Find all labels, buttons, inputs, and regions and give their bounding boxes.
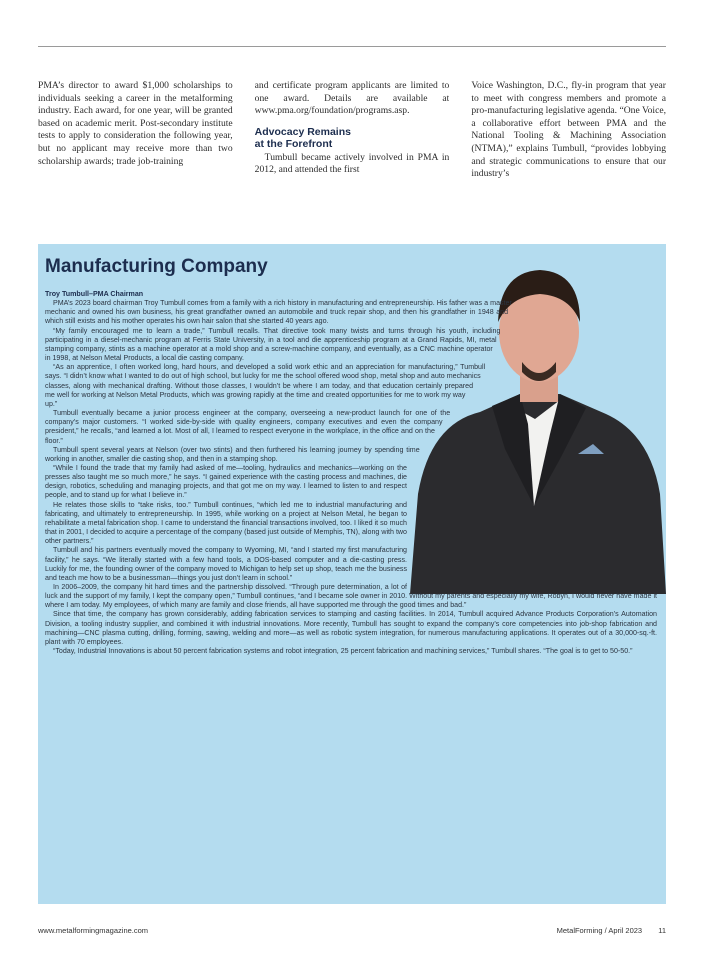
- sidebar-title: Manufacturing Company: [45, 256, 268, 277]
- column-2-body: Tumbull became actively involved in PMA in 2012, and attended the first: [254, 151, 450, 176]
- sidebar-paragraph: He relates those skills to “take risks, too.” Tumbull continues, “which led me to industrial manufacturing and fabricating, and ultimately to entrepreneurship. In 1995, while working on a project at Nelson Metal, he began to rehabilitate a metal fabrication shop. I came to understand the financial transactions involved, too. I liked it so much that in 2001, I decided to acquire a percentage of the company (based just outside of Memphis, TN), along with two other partners.”: [45, 500, 407, 546]
- sidebar-paragraph: “While I found the trade that my family had asked of me—tooling, hydraulics and mechanics—working on the presses also taught me so much more,” he says. “I gained experience with the casting process and machines, die design, robotics, scheduling and managing projects, and that got me on my way. I learned to listen to and respect people, and to stand up for what I believe in.”: [45, 463, 407, 500]
- footer-issue: MetalForming / April 2023: [556, 926, 643, 935]
- column-1-text: PMA’s director to award $1,000 scholarships to individuals seeking a career in the metalforming industry. Each award, for one year, will be granted based on academic merit. Post-secondary institute tests to apply to consideration the following year, but no applicant may receive more than two scholarship awards; trade job-training: [38, 80, 233, 167]
- sidebar-paragraph: “As an apprentice, I often worked long, hard hours, and developed a solid work ethic and an appreciation for manufacturing,” Tumbull says. “I didn’t know what I wanted to do out of high school, but lucky for me the school offered wood shop, metal shop and auto mechanics classes, along with mechanical drafting. Without those classes, I wouldn’t be where I am today, and that education certainly prepared me well for working at Nelson Metal Products, which was growing rapidly at the time and created opportunities for me to work my way up.”: [45, 363, 486, 408]
- sidebar-byline: Troy Tumbull–PMA Chairman: [45, 290, 144, 298]
- section-heading-line-2: at the Forefront: [254, 137, 333, 150]
- column-3-text: Voice Washington, D.C., fly-in program that year to meet with congress members and promote a pro-manufacturing legislative agenda. “One Voice, a collaborative effort between PMA and the National Tooling & Machining Association (NTMA),” explains Tumbull, “provides lobbying and strategic communications to ensure that our industry’s: [471, 80, 667, 180]
- article-column-3: [471, 80, 666, 230]
- section-heading-line-1: Advocacy Remains: [254, 125, 351, 138]
- footer-page-number: 11: [658, 926, 666, 935]
- sidebar-body: [45, 290, 657, 656]
- sidebar-paragraph: Tumbull spent several years at Nelson (over two stints) and then furthered his learning journey by spending time working in another, smaller die casting shop, and then in a stamping shop.: [45, 445, 420, 463]
- sidebar-paragraph: “Today, Industrial Innovations is about 50 percent fabrication systems and robot integration, 25 percent fabrication and machining services,” Tumbull shares. “The goal is to get to 50-50.”: [53, 647, 633, 656]
- sidebar-paragraph: PMA’s 2023 board chairman Troy Tumbull comes from a family with a rich history in manufacturing and entrepreneurship. His father was a master mechanic and owned his own business, his great grandfather owned an automobile and truck repair shop, and then his grandfather in 1948 and which still exists and his mother operates his own hair salon that she started 40 years ago.: [45, 299, 512, 326]
- section-heading: [255, 126, 450, 150]
- column-2-intro: and certificate program applicants are limited to one award. Details are available at www.pma.org/foundation/programs.asp.: [254, 80, 450, 117]
- article-column-2: [255, 80, 450, 230]
- footer-url[interactable]: www.metalformingmagazine.com: [38, 926, 149, 935]
- footer-right: [543, 926, 666, 935]
- sidebar-paragraph: Tumbull and his partners eventually moved the company to Wyoming, MI, “and I started my first manufacturing facility,” he says. “We literally started with a few hand tools, a DOS-based computer and a die-casting press. Luckily for me, the founding owner of the company moved to Michigan to help set up shop, teach me the business and teach me how to be a businessman—things you just don’t learn in school.”: [45, 546, 407, 582]
- sidebar-paragraph: Tumbull eventually became a junior process engineer at the company, overseeing a new-product launch for one of the company’s major customers. “I worked side-by-side with quality engineers, company executives and even the company president,” he recalls, “and learned a lot. Most of all, I learned to respect everyone in the workplace, in the office and on the floor.”: [45, 409, 451, 445]
- sidebar-paragraph: “My family encouraged me to learn a trade,” Tumbull recalls. That directive took many twists and turns through his youth, including participating in a diesel-mechanic program at Ferris State University, in a tool and die apprenticeship program at a Grand Rapids, MI, metal stamping company, stints as a machine operator at a mold shop and a screw-machine company, and eventually, as a CNC machine operator in 1998, at Nelson Metal Products, a local die casting company.: [45, 326, 501, 363]
- article-column-1: [38, 80, 233, 230]
- top-rule: [38, 46, 666, 47]
- sidebar-box: [38, 244, 666, 904]
- sidebar-paragraph: Since that time, the company has grown considerably, adding fabrication services to stamping and casting facilities. In 2014, Tumbull acquired Advance Products Corporation’s Automation Division, a tooling industry supplier, and combined it with industrial innovations. More recently, Tumbull has sought to expand the company’s core competencies into job-shop fabrication and machining—CNC plasma cutting, drilling, forming, sawing, welding and more—as well as robotic system integration, for numerous manufacturing applications. It operates out of a 30,000-sq.-ft. plant with 70 employees.: [45, 610, 657, 646]
- sidebar-paragraph: In 2006–2009, the company hit hard times and the partnership dissolved. “Through pure determination, a lot of luck and the support of my family, I kept the company open,” Tumbull continues, “and I became sole owner in 2010. Without my parents and especially my wife, Robyn, I would never have made it where I am today. My employees, of which many are family and close friends, all have supported me through the good times and bad.”: [45, 583, 657, 610]
- article-columns: [38, 80, 666, 230]
